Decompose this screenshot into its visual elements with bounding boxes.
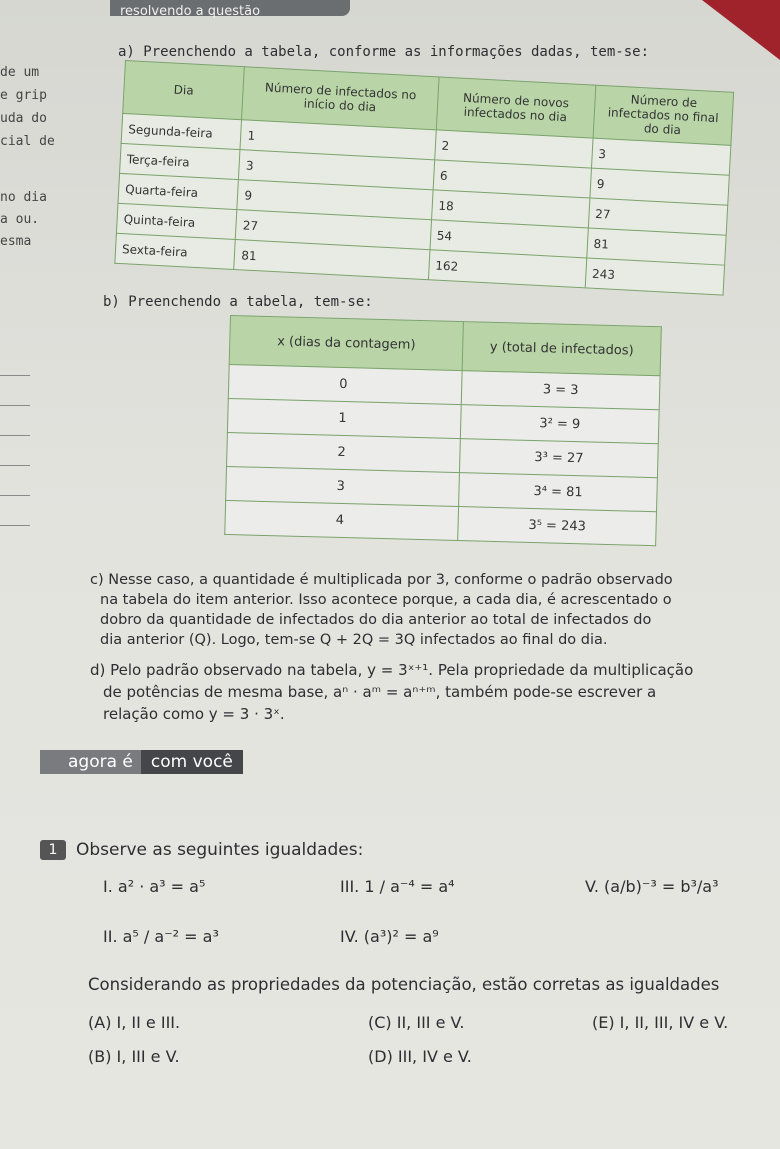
table-cell: 1: [227, 398, 461, 438]
table-cell: Quinta-feira: [116, 203, 237, 239]
table-header-cell: Dia: [123, 61, 245, 120]
table-header-cell: Número de infectados no final do dia: [593, 85, 734, 145]
section-a-label: a) Preenchendo a tabela, conforme as informações dadas, tem-se:: [118, 44, 650, 60]
table-cell: 9: [237, 180, 433, 220]
option-d[interactable]: (D) III, IV e V.: [368, 1047, 472, 1066]
question-conclusion: Considerando as propriedades da potenciação, estão corretas as igualdades: [88, 975, 720, 994]
table-cell: 3² = 9: [460, 405, 659, 444]
table-cell: 9: [590, 168, 730, 205]
table-cell: 81: [234, 240, 430, 280]
margin-line: e grip: [0, 88, 47, 103]
section-c-line: c) Nesse caso, a quantidade é multiplicada por 3, conforme o padrão observado: [90, 572, 673, 588]
table-cell: 27: [588, 198, 728, 235]
table-cell: 3⁵ = 243: [458, 507, 657, 546]
table-cell: 3: [591, 138, 731, 175]
section-c-line: dia anterior (Q). Logo, tem-se Q + 2Q = 3Q infectados ao final do dia.: [100, 632, 608, 648]
table-cell: 3⁴ = 81: [459, 473, 658, 512]
equality-v: V. (a/b)⁻³ = b³/a³: [585, 877, 719, 896]
section-b-label: b) Preenchendo a tabela, tem-se:: [103, 294, 373, 310]
equality-ii: II. a⁵ / a⁻² = a³: [103, 927, 219, 946]
margin-line: esma: [0, 234, 32, 249]
agora-e-com-voce-banner: [40, 750, 243, 778]
margin-rule: [0, 405, 30, 406]
table-cell: 243: [585, 258, 725, 295]
equality-iv: IV. (a³)² = a⁹: [340, 927, 439, 946]
page-corner-decoration: [660, 0, 780, 60]
margin-line: a ou.: [0, 212, 40, 227]
banner-part1: agora é: [40, 750, 141, 774]
section-d-line: de potências de mesma base, aⁿ · aᵐ = aⁿ⁺ᵐ, também pode-se escrever a: [103, 683, 657, 701]
section-header-title: resolvendo a questão: [120, 4, 261, 19]
margin-rule: [0, 495, 30, 496]
infection-table: [114, 60, 734, 296]
table-cell: 2: [227, 432, 461, 472]
section-c-line: dobro da quantidade de infectados do dia anterior ao total de infectados do: [100, 612, 652, 628]
table-header-cell: Número de infectados no início do dia: [242, 67, 439, 130]
equality-iii: III. 1 / a⁻⁴ = a⁴: [340, 877, 455, 896]
table-cell: 3: [239, 150, 435, 190]
margin-line: de um: [0, 65, 40, 80]
table-header-cell: x (dias da contagem): [229, 316, 463, 371]
section-d-line: relação como y = 3 · 3ˣ.: [103, 705, 285, 723]
section-d-line: d) Pelo padrão observado na tabela, y = 3ˣ⁺¹. Pela propriedade da multiplicação: [90, 661, 694, 679]
table-cell: 3³ = 27: [460, 439, 659, 478]
table-cell: 81: [586, 228, 726, 265]
margin-line: uda do: [0, 111, 47, 126]
table-cell: 27: [236, 210, 432, 250]
table-cell: Quarta-feira: [118, 173, 239, 209]
table-cell: 162: [428, 250, 586, 288]
table-cell: 4: [225, 500, 459, 540]
table-cell: Terça-feira: [120, 143, 241, 179]
table-cell: 2: [434, 130, 592, 168]
table-cell: Sexta-feira: [115, 233, 236, 269]
section-c-line: na tabela do item anterior. Isso acontece porque, a cada dia, é acrescentado o: [100, 592, 672, 608]
table-cell: 3 = 3: [461, 371, 660, 410]
powers-table: [224, 315, 662, 546]
table-cell: 1: [240, 120, 436, 160]
question-prompt: Observe as seguintes igualdades:: [76, 840, 364, 860]
margin-line: no dia: [0, 190, 47, 205]
banner-part2: com você: [141, 750, 243, 774]
table-header-cell: y (total de infectados): [462, 322, 661, 376]
table-cell: 0: [228, 364, 462, 404]
table-cell: 6: [433, 160, 591, 198]
option-c[interactable]: (C) II, III e V.: [368, 1013, 465, 1032]
margin-rule: [0, 375, 30, 376]
question-number-badge: 1: [40, 840, 66, 860]
table-header-cell: Número de novos infectados no dia: [436, 77, 596, 138]
option-e[interactable]: (E) I, II, III, IV e V.: [592, 1013, 729, 1032]
option-a[interactable]: (A) I, II e III.: [88, 1013, 181, 1032]
table-cell: Segunda-feira: [121, 113, 242, 149]
table-cell: 3: [226, 466, 460, 506]
margin-rule: [0, 435, 30, 436]
margin-line: cial de: [0, 134, 55, 149]
table-cell: 18: [431, 190, 589, 228]
margin-rule: [0, 525, 30, 526]
table-cell: 54: [430, 220, 588, 258]
option-b[interactable]: (B) I, III e V.: [88, 1047, 180, 1066]
margin-rule: [0, 465, 30, 466]
section-header: [110, 0, 350, 19]
equality-i: I. a² · a³ = a⁵: [103, 877, 206, 896]
